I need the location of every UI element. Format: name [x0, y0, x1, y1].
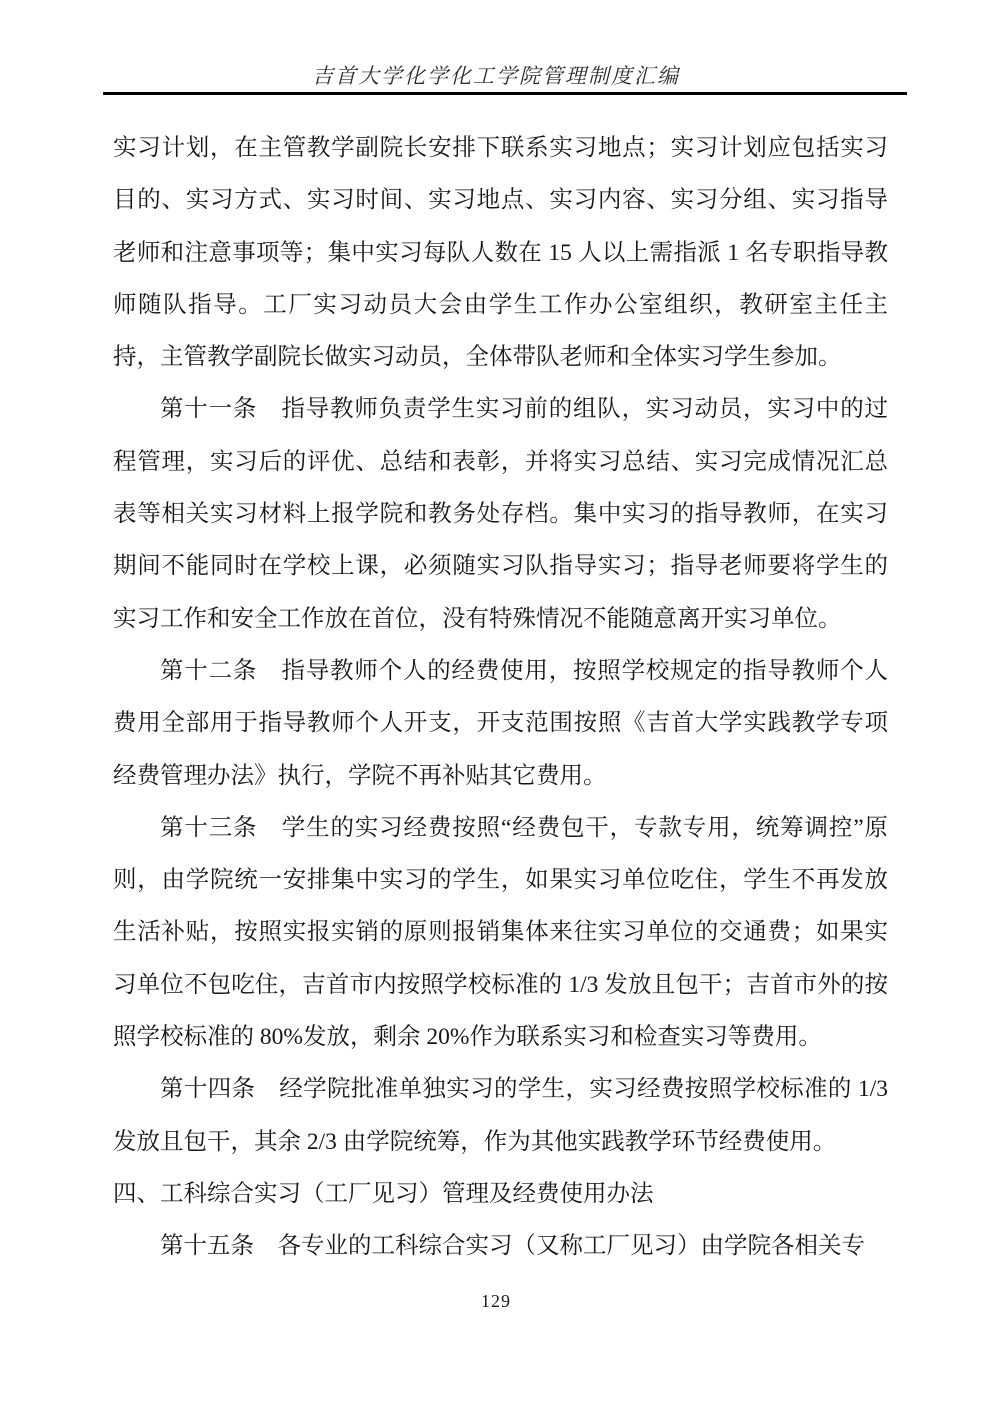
document-body [113, 122, 888, 1273]
paragraph-article-15: 第十五条 各专业的工科综合实习（又称工厂见习）由学院各相关专 [160, 1233, 865, 1260]
page-footer [0, 1291, 992, 1312]
paragraph-article-11: 第十一条 指导教师负责学生实习前的组队，实习动员，实习中的过程管理，实习后的评优、总结和表彰，并将实习总结、实习完成情况汇总表等相关实习材料上报学院和教务处存档。集中实习的指导教师，在实习期间不能同时在学校上课，必须随实习队指导实习；指导老师要将学生的实习工作和安全工作放在首位，没有特殊情况不能随意离开实习单位。 [113, 396, 888, 632]
page-header [0, 0, 992, 95]
paragraph-continuation: 实习计划，在主管教学副院长安排下联系实习地点；实习计划应包括实习目的、实习方式、实习时间、实习地点、实习内容、实习分组、实习指导老师和注意事项等；集中实习每队人数在 15 人以上需指派 1 名专职指导教师随队指导。工厂实习动员大会由学生工作办公室组织，教研室主任主持，主管教学副院长做实习动员，全体带队老师和全体实习学生参加。 [113, 135, 888, 371]
section-heading-4: 四、工科综合实习（工厂见习）管理及经费使用办法 [113, 1180, 654, 1207]
paragraph-article-14: 第十四条 经学院批准单独实习的学生，实习经费按照学校标准的 1/3 发放且包干，其余 2/3 由学院统筹，作为其他实践教学环节经费使用。 [113, 1076, 888, 1155]
page-number: 129 [481, 1291, 511, 1311]
header-title: 吉首大学化学化工学院管理制度汇编 [312, 64, 680, 88]
paragraph-article-12: 第十二条 指导教师个人的经费使用，按照学校规定的指导教师个人费用全部用于指导教师个人开支，开支范围按照《吉首大学实践教学专项经费管理办法》执行，学院不再补贴其它费用。 [113, 657, 888, 789]
paragraph-article-13: 第十三条 学生的实习经费按照“经费包干，专款专用，统筹调控”原则，由学院统一安排集中实习的学生，如果实习单位吃住，学生不再发放生活补贴，按照实报实销的原则报销集体来往实习单位的交通费；如果实习单位不包吃住，吉首市内按照学校标准的 1/3 发放且包干；吉首市外的按照学校标准的 80%发放，剩余 20%作为联系实习和检查实习等费用。 [113, 814, 888, 1051]
header-rule [103, 92, 907, 95]
